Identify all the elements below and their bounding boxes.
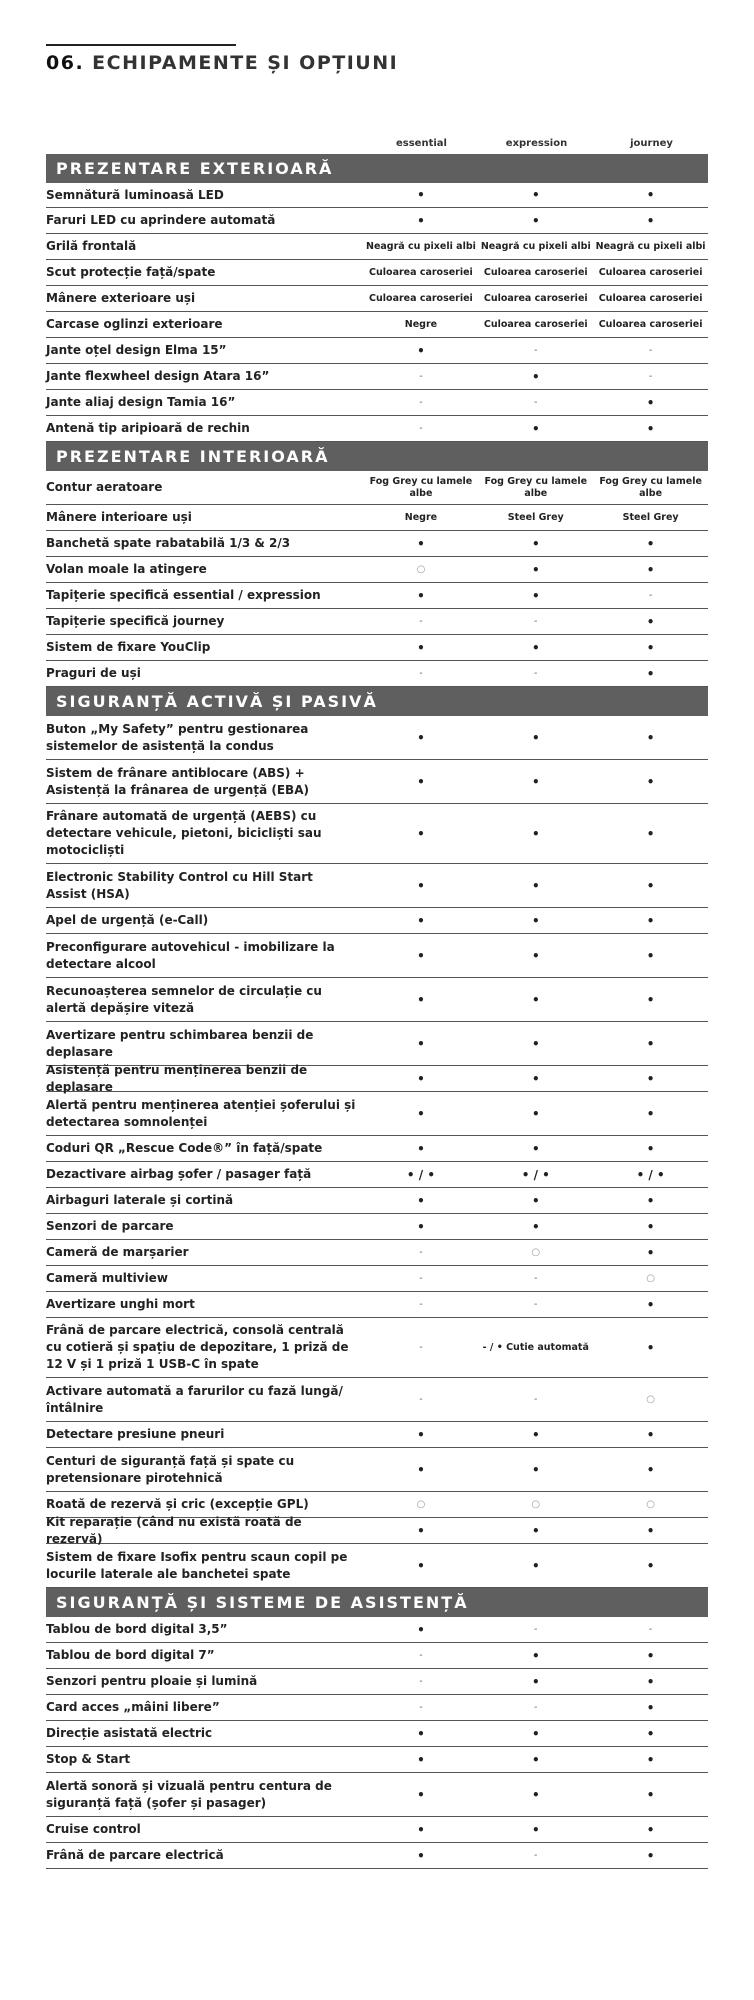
cell-journey: • [646, 774, 655, 789]
cell-journey: - [648, 370, 653, 382]
feature-label: Activare automată a farurilor cu fază lungă/ întâlnire [46, 1383, 343, 1415]
feature-label: Jante aliaj design Tamia 16” [46, 395, 236, 409]
feature-label: Tapițerie specifică essential / expression [46, 588, 321, 602]
cell-expression: • [531, 1726, 540, 1741]
feature-label: Tablou de bord digital 3,5” [46, 1622, 228, 1636]
feature-label: Card acces „mâini libere” [46, 1700, 220, 1714]
cell-journey: • [646, 826, 655, 841]
feature-label: Kit reparație (când nu există roată de rezervă) [46, 1514, 302, 1546]
cell-journey: • [646, 913, 655, 928]
feature-label: Preconfigurare autovehicul - imobilizare la detectare alcool [46, 939, 335, 971]
cell-journey: • [646, 1462, 655, 1477]
cell-journey: • [646, 1648, 655, 1663]
cell-journey: • [646, 562, 655, 577]
cell-essential: • [417, 1726, 425, 1741]
cell-expression: • [531, 536, 540, 551]
feature-label: Faruri LED cu aprindere automată [46, 213, 276, 227]
feature-label: Banchetă spate rabatabilă 1/3 & 2/3 [46, 536, 291, 550]
table-row [46, 1022, 708, 1066]
feature-label: Airbaguri laterale și cortină [46, 1193, 234, 1207]
feature-label: Stop & Start [46, 1752, 131, 1766]
feature-label: Grilă frontală [46, 239, 137, 253]
table-row [46, 1843, 708, 1869]
cell-essential: • [417, 1558, 425, 1573]
cell-essential: - [419, 1649, 423, 1661]
cell-expression: • [531, 640, 540, 655]
cell-journey: • [646, 1752, 655, 1767]
cell-expression: Culoarea caroseriei [483, 318, 588, 330]
cell-essential: • [417, 1036, 425, 1051]
table-row [46, 1448, 708, 1492]
cell-expression: • [531, 1141, 540, 1156]
cell-essential: ○ [416, 563, 426, 575]
cell-expression: • [531, 948, 540, 963]
table-row [46, 260, 708, 286]
cell-essential: • [417, 913, 425, 928]
cell-expression: • [531, 1822, 540, 1837]
cell-expression: • [531, 1648, 540, 1663]
feature-label: Detectare presiune pneuri [46, 1427, 225, 1441]
cell-journey: • [646, 1523, 655, 1538]
table-row [46, 1544, 708, 1588]
table-row [46, 1617, 708, 1643]
cell-journey: • [646, 1071, 655, 1086]
cell-essential: Neagră cu pixeli albi [366, 240, 476, 252]
cell-expression: Culoarea caroseriei [483, 266, 588, 278]
table-row [46, 716, 708, 760]
cell-essential: • [417, 1141, 425, 1156]
cell-journey: • [646, 395, 655, 410]
cell-essential: - [419, 615, 423, 627]
table-row [46, 978, 708, 1022]
table-row [46, 1514, 708, 1546]
table-row [46, 364, 708, 390]
cell-journey: • [646, 1674, 655, 1689]
cell-essential: • [417, 1193, 425, 1208]
table-row [46, 661, 708, 687]
cell-expression: - [534, 667, 538, 679]
table-row [46, 1747, 708, 1773]
table-row [46, 1773, 708, 1817]
table-row [46, 635, 708, 661]
table-row [46, 234, 708, 260]
cell-expression: - [534, 1272, 538, 1284]
cell-expression: • [531, 188, 540, 202]
feature-label: Jante oțel design Elma 15” [46, 343, 227, 357]
equipment-table [46, 154, 708, 1869]
feature-label: Asistență pentru menținerea benzii de deplasare [46, 1062, 308, 1094]
cell-journey: • [646, 1427, 655, 1442]
cell-journey: Culoarea caroseriei [598, 292, 703, 304]
cell-expression: • [531, 1219, 540, 1234]
cell-expression: - [534, 615, 538, 627]
cell-essential: • [417, 343, 425, 358]
table-row [46, 505, 708, 531]
feature-label: Electronic Stability Control cu Hill Start Assist (HSA) [46, 869, 313, 901]
cell-expression: • / • [521, 1167, 550, 1182]
table-row [46, 1092, 708, 1136]
cell-essential: • [417, 1787, 425, 1802]
cell-journey: • [646, 1558, 655, 1573]
cell-essential: • [417, 948, 425, 963]
feature-label: Avertizare unghi mort [46, 1297, 195, 1311]
cell-essential: • [417, 588, 425, 603]
column-header-essential: essential [396, 138, 447, 149]
cell-expression: • [531, 1752, 540, 1767]
cell-essential: - [419, 1298, 423, 1310]
cell-journey: • [646, 1726, 655, 1741]
cell-essential: - [419, 396, 423, 408]
table-row [46, 557, 708, 583]
table-row [46, 1214, 708, 1240]
cell-journey: • [646, 188, 655, 202]
feature-label: Frânare automată de urgență (AEBS) cu detectare vehicule, pietoni, bicicliști sau motocicliști [46, 809, 322, 857]
table-row [46, 609, 708, 635]
cell-journey: • / • [636, 1167, 665, 1182]
cell-journey: ○ [646, 1272, 655, 1284]
feature-label: Senzori de parcare [46, 1219, 174, 1233]
cell-essential: • [417, 730, 425, 745]
cell-journey: Steel Grey [622, 511, 679, 523]
cell-essential: • [417, 536, 425, 551]
cell-journey: • [646, 992, 655, 1007]
cell-expression: • [531, 826, 540, 841]
cell-journey: Culoarea caroseriei [598, 266, 703, 278]
cell-expression: • [531, 1036, 540, 1051]
cell-essential: • [417, 826, 425, 841]
table-row [46, 312, 708, 338]
feature-label: Mânere exterioare uși [46, 291, 196, 305]
cell-expression: - / • Cutie automată [482, 1341, 589, 1353]
cell-expression: - [534, 396, 538, 408]
feature-label: Tablou de bord digital 7” [46, 1648, 215, 1662]
cell-essential: • [417, 992, 425, 1007]
cell-journey: • [646, 1700, 655, 1715]
cell-expression: • [531, 730, 540, 745]
feature-label: Scut protecție față/spate [46, 265, 216, 279]
feature-label: Coduri QR „Rescue Code®” în față/spate [46, 1141, 323, 1155]
cell-expression: • [531, 1523, 540, 1538]
cell-essential: • [417, 1106, 425, 1121]
cell-expression: Fog Grey cu lamele albe [484, 475, 588, 499]
cell-journey: • [646, 1193, 655, 1208]
table-row [46, 471, 708, 505]
cell-journey: - [648, 589, 653, 601]
feature-label: Mânere interioare uși [46, 510, 192, 524]
cell-essential: - [419, 1246, 423, 1258]
cell-journey: • [646, 1848, 655, 1863]
table-row [46, 1292, 708, 1318]
cell-essential: • [417, 1622, 425, 1637]
cell-essential: • / • [406, 1167, 435, 1182]
page-title [46, 52, 398, 74]
cell-journey: • [646, 1787, 655, 1802]
table-row [46, 908, 708, 934]
cell-essential: Culoarea caroseriei [369, 292, 473, 304]
feature-label: Frână de parcare electrică [46, 1848, 224, 1862]
cell-essential: ○ [416, 1498, 426, 1510]
cell-essential: - [419, 422, 423, 434]
cell-expression: • [531, 1674, 540, 1689]
table-row [46, 1162, 708, 1188]
table-row [46, 583, 708, 609]
cell-expression: • [531, 878, 540, 893]
cell-essential: • [417, 1071, 425, 1086]
cell-expression: • [531, 1427, 540, 1442]
cell-essential: - [419, 1341, 423, 1353]
feature-label: Avertizare pentru schimbarea benzii de deplasare [46, 1027, 314, 1059]
cell-journey: Culoarea caroseriei [598, 318, 703, 330]
cell-essential: • [417, 213, 425, 228]
cell-journey: • [646, 948, 655, 963]
cell-journey: • [646, 640, 655, 655]
feature-label: Praguri de uși [46, 666, 141, 680]
cell-journey: • [646, 213, 655, 228]
cell-essential: - [419, 667, 423, 679]
cell-expression: • [531, 774, 540, 789]
column-header-expression: expression [505, 138, 568, 149]
table-row [46, 1240, 708, 1266]
feature-label: Senzori pentru ploaie și lumină [46, 1674, 258, 1688]
cell-journey: • [646, 1297, 655, 1312]
table-row [46, 804, 708, 864]
cell-essential: • [417, 1822, 425, 1837]
section-header: SIGURANȚĂ ACTIVĂ ȘI PASIVĂ [46, 687, 708, 716]
table-row [46, 1643, 708, 1669]
feature-label: Sistem de frânare antiblocare (ABS) + Asistență la frânarea de urgență (EBA) [46, 765, 309, 797]
feature-label: Semnătură luminoasă LED [46, 187, 224, 202]
cell-essential: • [417, 1462, 425, 1477]
cell-expression: - [534, 1701, 538, 1713]
feature-label: Carcase oglinzi exterioare [46, 317, 223, 331]
table-row [46, 1817, 708, 1843]
feature-label: Alertă sonoră și vizuală pentru centura de siguranță față (șofer și pasager) [46, 1778, 332, 1810]
feature-label: Cameră multiview [46, 1271, 168, 1285]
table-row [46, 286, 708, 312]
section-header: PREZENTARE EXTERIOARĂ [46, 154, 708, 183]
cell-expression: • [531, 562, 540, 577]
feature-label: Cruise control [46, 1822, 141, 1836]
table-row [46, 1318, 708, 1378]
cell-expression: - [534, 1849, 538, 1861]
feature-label: Centuri de siguranță față și spate cu pretensionare pirotehnică [46, 1453, 295, 1485]
cell-essential: - [419, 1675, 423, 1687]
cell-expression: - [534, 344, 538, 356]
section-header: PREZENTARE INTERIOARĂ [46, 442, 708, 471]
cell-expression: Neagră cu pixeli albi [480, 240, 591, 252]
cell-essential: • [417, 774, 425, 789]
table-row [46, 1422, 708, 1448]
feature-label: Buton „My Safety” pentru gestionarea sistemelor de asistență la condus [46, 721, 309, 753]
cell-expression: - [534, 1298, 538, 1310]
cell-expression: • [531, 1106, 540, 1121]
cell-expression: ○ [531, 1498, 541, 1510]
cell-expression: ○ [531, 1246, 541, 1258]
table-row [46, 1188, 708, 1214]
cell-journey: • [646, 614, 655, 629]
cell-essential: • [417, 640, 425, 655]
cell-essential: Negre [404, 318, 438, 330]
cell-expression: Steel Grey [507, 511, 564, 523]
cell-journey: • [646, 1106, 655, 1121]
cell-journey: • [646, 421, 655, 436]
feature-label: Contur aeratoare [46, 480, 163, 494]
cell-essential: - [419, 370, 423, 382]
cell-expression: • [531, 588, 540, 603]
cell-journey: • [646, 878, 655, 893]
cell-journey: Neagră cu pixeli albi [595, 240, 706, 252]
cell-expression: • [531, 1787, 540, 1802]
cell-journey: ○ [646, 1393, 655, 1405]
feature-label: Alertă pentru menținerea atenției șoferului și detectarea somnolenței [46, 1097, 356, 1129]
feature-label: Sistem de fixare Isofix pentru scaun copil pe locurile laterale ale banchetei spate [46, 1549, 348, 1581]
section-number: 06. [46, 52, 85, 74]
top-rule [46, 44, 236, 46]
cell-journey: • [646, 730, 655, 745]
feature-label: Dezactivare airbag șofer / pasager față [46, 1167, 312, 1181]
table-row [46, 1721, 708, 1747]
table-row [46, 760, 708, 804]
cell-essential: • [417, 878, 425, 893]
cell-expression: • [531, 1193, 540, 1208]
cell-essential: - [419, 1272, 423, 1284]
cell-essential: • [417, 188, 425, 202]
cell-expression: • [531, 369, 540, 384]
table-row [46, 390, 708, 416]
cell-expression: • [531, 421, 540, 436]
table-row [46, 416, 708, 442]
table-row [46, 1062, 708, 1094]
table-row [46, 934, 708, 978]
cell-essential: • [417, 1848, 425, 1863]
cell-journey: Fog Grey cu lamele albe [599, 475, 702, 499]
column-header-journey: journey [630, 138, 673, 149]
cell-essential: - [419, 1701, 423, 1713]
cell-journey: • [646, 536, 655, 551]
feature-label: Sistem de fixare YouClip [46, 640, 211, 654]
cell-journey: ○ [646, 1498, 655, 1510]
cell-essential: - [419, 1393, 423, 1405]
cell-expression: • [531, 1462, 540, 1477]
feature-label: Frână de parcare electrică, consolă centrală cu cotieră și spațiu de depozitare, 1 priză de 12 V și 1 priză 1 USB-C în spate [46, 1323, 349, 1371]
table-row [46, 1378, 708, 1422]
cell-essential: • [417, 1219, 425, 1234]
cell-essential: Culoarea caroseriei [369, 266, 473, 278]
table-row [46, 531, 708, 557]
cell-essential: • [417, 1752, 425, 1767]
title-text: ECHIPAMENTE ȘI OPȚIUNI [92, 52, 399, 74]
cell-journey: • [646, 666, 655, 681]
feature-label: Roată de rezervă și cric (excepție GPL) [46, 1497, 309, 1511]
cell-journey: - [648, 1623, 653, 1635]
feature-label: Antenă tip aripioară de rechin [46, 421, 250, 435]
cell-essential: • [417, 1427, 425, 1442]
cell-expression: - [534, 1623, 538, 1635]
cell-journey: • [646, 1219, 655, 1234]
cell-journey: • [646, 1141, 655, 1156]
cell-journey: • [646, 1036, 655, 1051]
cell-essential: Negre [404, 511, 438, 523]
cell-expression: • [531, 1071, 540, 1086]
table-row [46, 338, 708, 364]
feature-label: Jante flexwheel design Atara 16” [46, 369, 270, 383]
feature-label: Volan moale la atingere [46, 562, 207, 576]
cell-expression: • [531, 992, 540, 1007]
feature-label: Recunoașterea semnelor de circulație cu alertă depășire viteză [46, 983, 322, 1015]
table-row [46, 1136, 708, 1162]
cell-journey: • [646, 1245, 655, 1260]
table-row [46, 864, 708, 908]
table-row [46, 1266, 708, 1292]
table-row [46, 1669, 708, 1695]
cell-essential: • [417, 1523, 425, 1538]
cell-journey: • [646, 1340, 655, 1355]
feature-label: Apel de urgență (e-Call) [46, 913, 209, 927]
cell-expression: • [531, 213, 540, 228]
cell-journey: - [648, 344, 653, 356]
table-row [46, 1695, 708, 1721]
table-row [46, 183, 708, 208]
table-row [46, 208, 708, 234]
cell-journey: • [646, 1822, 655, 1837]
cell-expression: Culoarea caroseriei [483, 292, 588, 304]
cell-expression: • [531, 1558, 540, 1573]
section-header: SIGURANȚĂ ȘI SISTEME DE ASISTENȚĂ [46, 1588, 708, 1617]
feature-label: Tapițerie specifică journey [46, 614, 225, 628]
cell-essential: Fog Grey cu lamele albe [369, 475, 473, 499]
feature-label: Direcție asistată electric [46, 1726, 213, 1740]
cell-expression: • [531, 913, 540, 928]
feature-label: Cameră de marșarier [46, 1245, 189, 1259]
cell-expression: - [534, 1393, 538, 1405]
